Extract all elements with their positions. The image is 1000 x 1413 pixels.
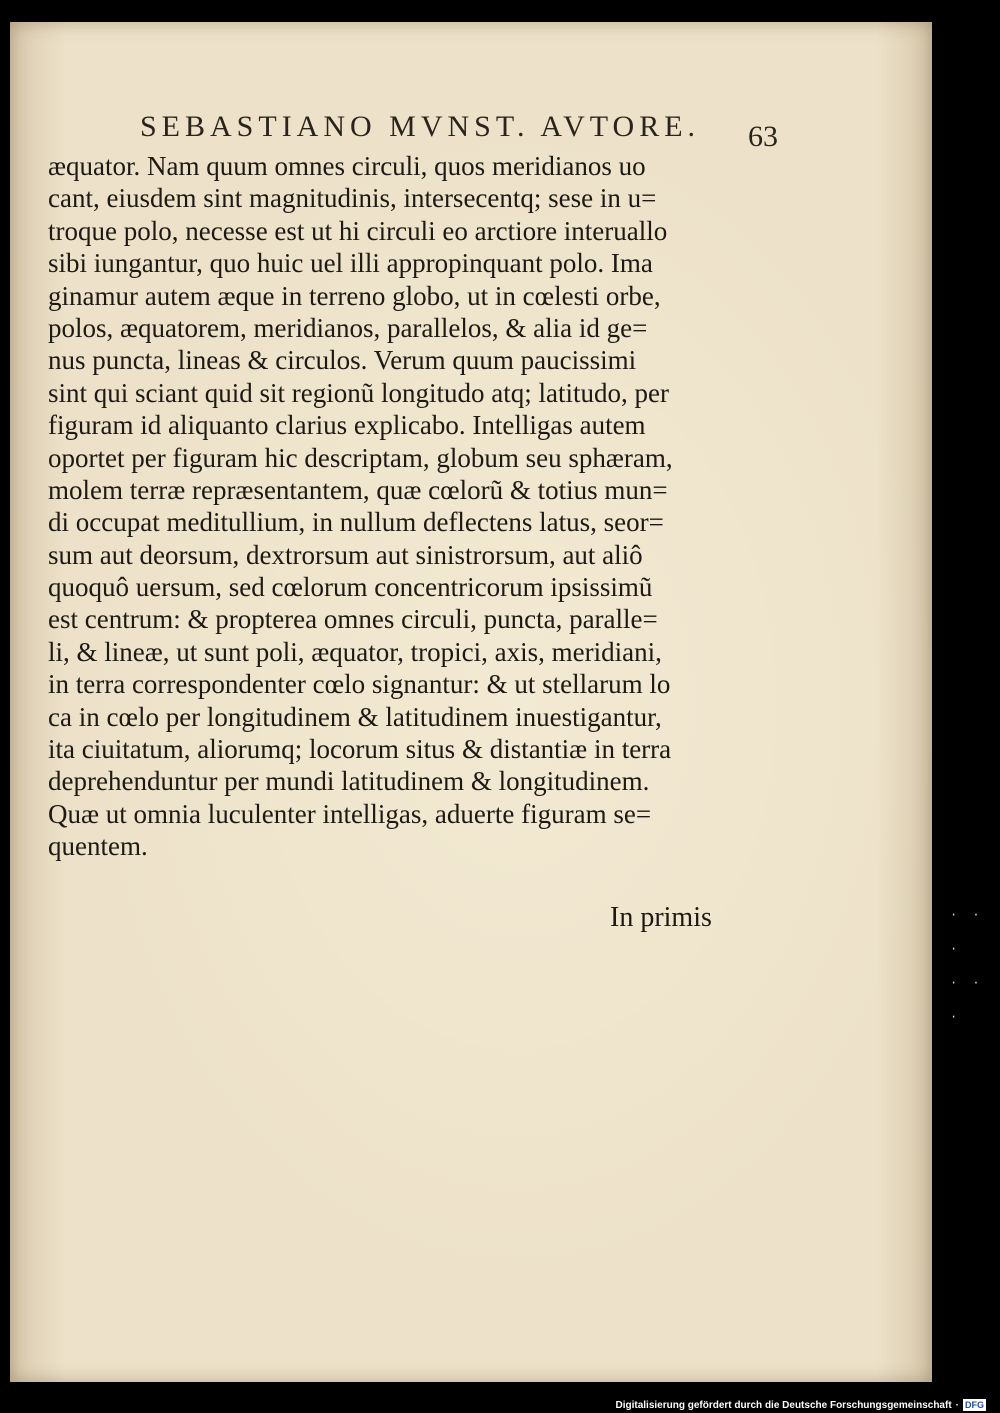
text-line: ginamur autem æque in terreno globo, ut in cœlesti orbe, [48,280,661,311]
dfg-logo: DFG [965,1400,984,1410]
separator-dot: · [955,1399,959,1411]
text-line: deprehenduntur per mundi latitudinem & longitudinem. [48,766,650,797]
text-line: ca in cœlo per longitudinem & latitudinem inuestigantur, [48,701,662,732]
text-line: troque polo, necesse est ut hi circuli eo arctiore interuallo [48,215,668,246]
text-line: cant, eiusdem sint magnitudinis, intersecentq; sese in u= [48,183,657,214]
catchword: In primis [610,902,712,933]
book-page [10,22,932,1382]
text-line: in terra correspondenter cœlo signantur: & ut stellarum lo [48,669,671,700]
text-line: sint qui sciant quid sit regionũ longitudo atq; latitudo, per [48,377,669,408]
text-line: figuram id aliquanto clarius explicabo. Intelligas autem [48,410,646,441]
running-head: SEBASTIANO MVNST. AVTORE. [140,110,701,143]
text-line: quoquô uersum, sed cœlorum concentricorum ipsissimũ [48,572,653,603]
text-line: li, & lineæ, ut sunt poli, æquator, tropici, axis, meridiani, [48,636,662,667]
edge-marks: · · · · · · [950,908,984,1024]
text-line: quentem. [48,831,148,862]
text-line: molem terræ repræsentantem, quæ cœlorũ & totius mun= [48,474,668,505]
body-text [48,150,768,863]
digitization-footer [615,1399,986,1411]
text-line: di occupat meditullium, in nullum deflectens latus, seor= [48,507,664,538]
text-line: nus puncta, lineas & circulos. Verum quum paucissimi [48,345,637,376]
text-line: sum aut deorsum, dextrorsum aut sinistrorsum, aut aliô [48,539,643,570]
funding-credit: Digitalisierung gefördert durch die Deutsche Forschungsgemeinschaft [615,1399,952,1411]
text-line: æquator. Nam quum omnes circuli, quos meridianos uo [48,151,646,181]
page-number: 63 [748,120,778,153]
text-line: polos, æquatorem, meridianos, parallelos, & alia id ge= [48,312,648,343]
text-line: sibi iungantur, quo huic uel illi appropinquant polo. Ima [48,248,653,279]
text-line: Quæ ut omnia luculenter intelligas, aduerte figuram se= [48,798,652,829]
text-line: est centrum: & propterea omnes circuli, puncta, paralle= [48,604,658,635]
text-line: ita ciuitatum, aliorumq; locorum situs & distantiæ in terra [48,734,672,765]
text-line: oportet per figuram hic descriptam, globum seu sphæram, [48,442,673,473]
